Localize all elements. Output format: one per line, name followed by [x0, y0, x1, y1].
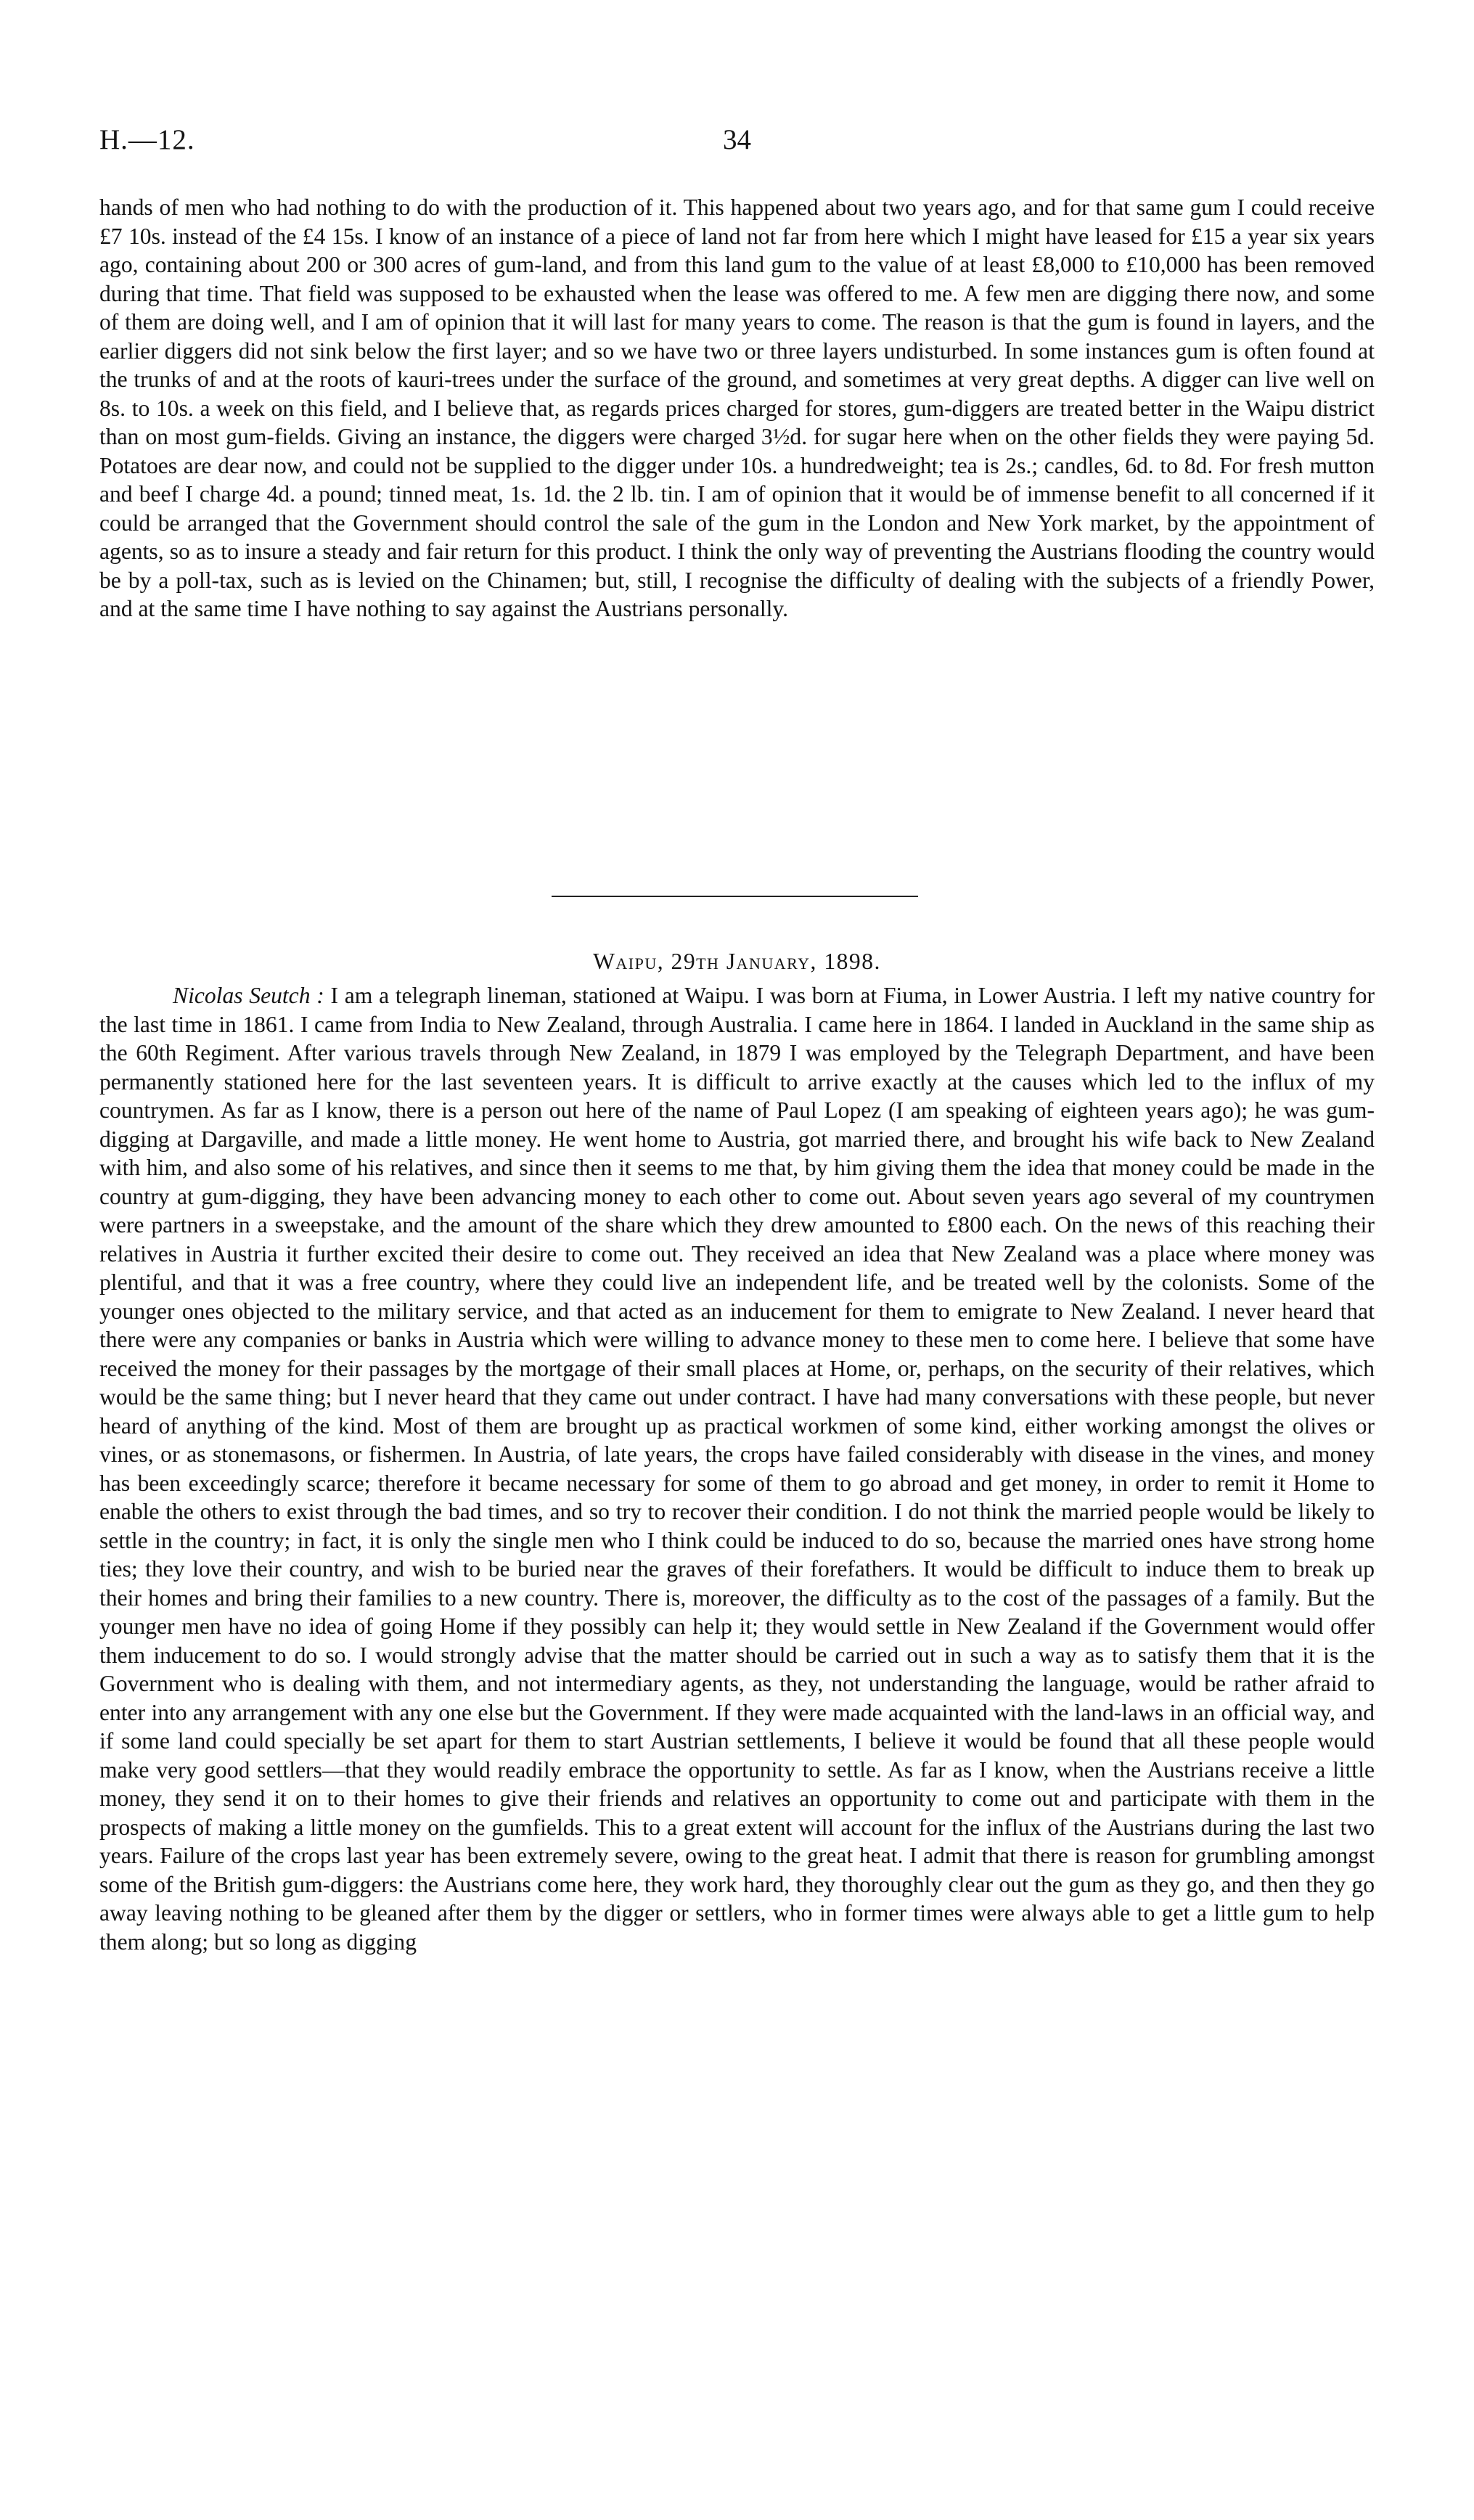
speaker-name: Nicolas Seutch :: [173, 983, 324, 1008]
page-header: [99, 123, 1375, 167]
page-number: 34: [723, 124, 751, 155]
section-heading: Waipu, 29th January, 1898.: [593, 949, 881, 974]
testimony-text: I am a telegraph lineman, stationed at Waipu. I was born at Fiuma, in Lower Austria. I left my native country for the last time in 1861. I came from India to New Zealand, through Australia. I came here in 1864. I landed in Auckland in the same ship as the 60th Regiment. After various travels through New Zealand, in 1879 I was employed by the Telegraph Department, and have been permanently stationed here for the last seventeen years. It is difficult to arrive exactly at the causes which led to the influx of my countrymen. As far as I know, there is a person out here of the name of Paul Lopez (I am speaking of eighteen years ago); he was gum-digging at Dargaville, and made a little money. He went home to Austria, got married there, and brought his wife back to New Zealand with him, and also some of his relatives, and since then it seems to me that, by him giving them the idea that money could be made in the country at gum-digging, they have been advancing money to each other to come out. About seven years ago several of my countrymen were partners in a sweepstake, and the amount of the share which they drew amounted to £800 each. On the news of this reaching their relatives in Austria it further excited their desire to come out. They received an idea that New Zealand was a place where money was plentiful, and that it was a free country, where they could live an independent life, and be treated well by the colonists. Some of the younger ones objected to the military service, and that acted as an inducement for them to emigrate to New Zealand. I never heard that there were any companies or banks in Austria which were willing to advance money to these men to come here. I believe that some have received the money for their passages by the mortgage of their small places at Home, or, perhaps, on the security of their relatives, which would be the same thing; but I never heard that they came out under contract. I have had many conversations with these people, but never heard of anything of the kind. Most of them are brought up as practical workmen of some kind, either working amongst the olives or vines, or as stonemasons, or fishermen. In Austria, of late years, the crops have failed considerably with disease in the vines, and money has been exceedingly scarce; therefore it became necessary for some of them to go abroad and get money, in order to remit it Home to enable the others to exist through the bad times, and so try to recover their condition. I do not think the married people would be likely to settle in the country; in fact, it is only the single men who I think could be induced to do so, because the married ones have strong home ties; they love their country, and wish to be buried near the graves of their forefathers. It would be difficult to induce them to break up their homes and bring their families to a new country. There is, moreover, the difficulty as to the cost of the passages of a family. But the younger men have no idea of going Home if they possibly can help it; they would settle in New Zealand if the Government would offer them inducement to do so. I would strongly advise that the matter should be carried out in such a way as to satisfy them that it is the Government who is dealing with them, and not intermediary agents, as they, not understanding the language, would be rather afraid to enter into any arrangement with any one else but the Government. If they were made acquainted with the land-laws in an official way, and if some land could specially be set apart for them to start Austrian settlements, I believe it would be found that all these people would make very good settlers—that they would readily embrace the opportunity to settle. As far as I know, when the Austrians receive a little money, they send it on to their homes to give their friends and relatives an opportunity to come out and participate with them in the prospects of making a little money on the gumfields. This to a great extent will account for the influx of the Austrians during the last two years. Failure of the crops last year has been extremely severe, owing to the great heat. I admit that there is reason for grumbling amongst some of the British gum-diggers: the Austrians come here, they work hard, they thoroughly clear out the gum as they go, and then they go away leaving nothing to be gleaned after them by the digger or settlers, who in former times were always able to get a little gum to help them along; but so long as digging: [99, 983, 1375, 1955]
continuation-paragraph: hands of men who had nothing to do with the production of it. This happened about two years ago, and for that same gum I could receive £7 10s. instead of the £4 15s. I know of an instance of a piece of land not far from here which I might have leased for £15 a year six years ago, containing about 200 or 300 acres of gum-land, and from this land gum to the value of at least £8,000 to £10,000 has been removed during that time. That field was supposed to be exhausted when the lease was offered to me. A few men are digging there now, and some of them are doing well, and I am of opinion that it will last for many years to come. The reason is that the gum is found in layers, and the earlier diggers did not sink below the first layer; and so we have two or three layers undisturbed. In some instances gum is often found at the trunks of and at the roots of kauri-trees under the surface of the ground, and sometimes at very great depths. A digger can live well on 8s. to 10s. a week on this field, and I believe that, as regards prices charged for stores, gum-diggers are treated better in the Waipu district than on most gum-fields. Giving an instance, the diggers were charged 3½d. for sugar here when on the other fields they were paying 5d. Potatoes are dear now, and could not be supplied to the digger under 10s. a hundredweight; tea is 2s.; candles, 6d. to 8d. For fresh mutton and beef I charge 4d. a pound; tinned meat, 1s. 1d. the 2 lb. tin. I am of opinion that it would be of immense benefit to all concerned if it could be arranged that the Government should control the sale of the gum in the London and New York market, by the appointment of agents, so as to insure a steady and fair return for this product. I think the only way of preventing the Austrians flooding the country would be by a poll-tax, such as is levied on the Chinamen; but, still, I recognise the difficulty of dealing with the subjects of a friendly Power, and at the same time I have nothing to say against the Austrians personally.: [99, 195, 1375, 621]
section-separator: [552, 896, 918, 897]
document-reference: H.—12.: [99, 124, 195, 155]
testimony-paragraph: [99, 981, 1375, 1956]
